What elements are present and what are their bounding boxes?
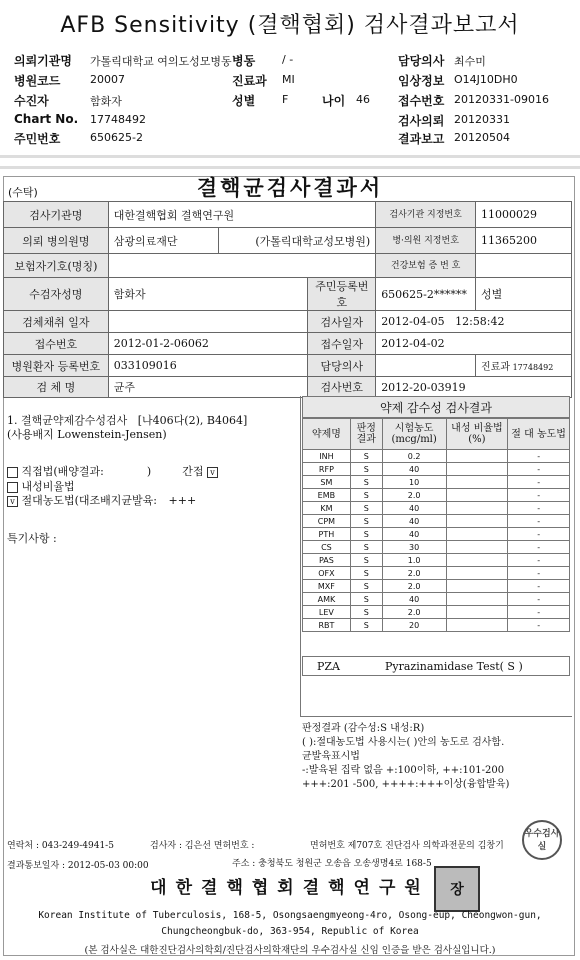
header-label: 수진자 — [14, 94, 49, 108]
ratio-checkbox[interactable] — [7, 482, 18, 493]
ratio — [446, 450, 508, 463]
info-row — [4, 278, 572, 311]
conc: 0.2 — [382, 450, 446, 463]
abs: - — [508, 463, 570, 476]
drug: LEV — [303, 606, 351, 619]
ratio — [446, 476, 508, 489]
label-cell: 보험자기호(명칭) — [4, 254, 109, 278]
abs-label: 절대농도법(대조배지균발육: — [21, 494, 158, 507]
ast-row — [303, 476, 570, 489]
medium: (사용배지 Lowenstein-Jensen) — [7, 428, 167, 441]
ast-row — [303, 450, 570, 463]
abs: - — [508, 593, 570, 606]
header-value: O14J10DH0 — [454, 73, 518, 86]
patient-value: 함화자 — [108, 278, 308, 311]
req-code: 11365200 — [476, 228, 572, 254]
pza-row — [302, 656, 570, 676]
ast-row — [303, 606, 570, 619]
ratio — [446, 554, 508, 567]
header-row — [14, 112, 574, 130]
info-row — [4, 333, 572, 355]
header-row — [14, 72, 574, 90]
test-name: 1. 결핵균약제감수성검사 — [7, 414, 128, 427]
ast-row — [303, 580, 570, 593]
header-row — [14, 92, 574, 110]
abs: - — [508, 476, 570, 489]
ast-row — [303, 619, 570, 632]
certification-stamp-icon: 우수검사실 — [522, 820, 562, 860]
test-time: 12:58:42 — [455, 315, 505, 328]
certification-note: (본 검사실은 대한진단검사의학회/진단검사의학재단의 우수검사실 신임 인증을 받은 검사실입니다.) — [84, 945, 496, 956]
info-row — [4, 254, 572, 278]
header-label: 성별 — [232, 94, 256, 108]
abs: - — [508, 502, 570, 515]
drug: RFP — [303, 463, 351, 476]
header-separator — [0, 166, 580, 169]
label-cell: 수검자성명 — [4, 278, 109, 311]
ratio — [446, 580, 508, 593]
req-value: 삼광의료재단 — [108, 228, 218, 254]
result: S — [350, 463, 382, 476]
judge-line: +++:201 -500, ++++:+++이상(융합발육) — [302, 779, 510, 790]
result: S — [350, 450, 382, 463]
direct-label: 직접법(배양결과: — [21, 465, 104, 478]
ratio — [446, 619, 508, 632]
ast-row — [303, 528, 570, 541]
ast-title: 약제 감수성 검사결과 — [302, 396, 570, 418]
conc: 40 — [382, 528, 446, 541]
label-cell: 건강보험 증 번 호 — [376, 254, 476, 278]
label-cell: 접수번호 — [4, 333, 109, 355]
result: S — [350, 606, 382, 619]
header-label: 의뢰기관명 — [14, 54, 72, 68]
header-value: 함화자 — [90, 95, 122, 108]
ratio — [446, 489, 508, 502]
specimen-value: 균주 — [108, 377, 308, 398]
ratio-label: 내성비율법 — [21, 480, 75, 493]
ast-row — [303, 502, 570, 515]
conc: 1.0 — [382, 554, 446, 567]
conc: 40 — [382, 463, 446, 476]
conc: 40 — [382, 515, 446, 528]
pza-value: Pyrazinamidase Test( S ) — [385, 660, 523, 673]
direct-close: ) — [146, 465, 152, 478]
judge-line: 균발육표시법 — [302, 751, 360, 762]
pza-divider — [300, 716, 572, 717]
info-row — [4, 311, 572, 333]
inst-code: 11000029 — [476, 202, 572, 228]
ratio — [446, 606, 508, 619]
recv-value: 2012-01-2-06062 — [108, 333, 308, 355]
abs: - — [508, 450, 570, 463]
drug: CS — [303, 541, 351, 554]
col-header: 판정 결과 — [350, 419, 382, 450]
ast-row — [303, 567, 570, 580]
label-cell: 성별 — [481, 288, 503, 301]
form-title: 결핵균검사결과서 — [196, 175, 384, 200]
result: S — [350, 554, 382, 567]
abs: - — [508, 528, 570, 541]
result: S — [350, 567, 382, 580]
ast-row — [303, 554, 570, 567]
contact: 연락처 : 043-249-4941-5 — [7, 841, 114, 851]
label-cell: 진료과 — [481, 362, 511, 373]
ast-header — [303, 419, 570, 450]
test-no: 2012-20-03919 — [376, 377, 572, 398]
ratio — [446, 541, 508, 554]
col-header: 내성 비율법(%) — [446, 419, 508, 450]
drug: CPM — [303, 515, 351, 528]
judge-line: -:발육된 집락 없음 +:100이하, ++:101-200 — [302, 765, 505, 776]
report-title: AFB Sensitivity (결핵협회) 검사결과보고서 — [60, 13, 520, 38]
pza-label: PZA — [317, 660, 340, 673]
header-value: 최수미 — [454, 55, 486, 68]
inst-value: 대한결핵협회 결핵연구원 — [108, 202, 375, 228]
recv-date: 2012-04-02 — [376, 333, 572, 355]
license: 면허번호 제707호 진단검사 의학과전문의 김창기 — [310, 841, 504, 851]
conc: 2.0 — [382, 606, 446, 619]
header-label: 임상정보 — [398, 74, 445, 88]
result: S — [350, 502, 382, 515]
drug: RBT — [303, 619, 351, 632]
drug: AMK — [303, 593, 351, 606]
drug: PTH — [303, 528, 351, 541]
judgement-notes — [302, 722, 570, 792]
abs: - — [508, 619, 570, 632]
direct-method — [7, 463, 297, 479]
label-cell: 검사번호 — [308, 377, 376, 398]
drug: OFX — [303, 567, 351, 580]
req-paren: (가톨릭대학교성모병원) — [218, 228, 376, 254]
address-en-1: Korean Institute of Tuberculosis, 168-5, Osongsaengmyeong-4ro, Osong-eup, Cheongwon-gun, — [38, 910, 542, 921]
drug: SM — [303, 476, 351, 489]
abs-method — [7, 492, 196, 508]
ratio — [446, 593, 508, 606]
header-label: 나이 — [322, 94, 346, 108]
info-row — [4, 377, 572, 398]
header-value: MI — [282, 73, 295, 86]
header-label: Chart No. — [14, 112, 79, 126]
result: S — [350, 476, 382, 489]
direct-checkbox[interactable] — [7, 467, 18, 478]
result: S — [350, 515, 382, 528]
col-header: 절 대 농도법 — [508, 419, 570, 450]
header-value: 20007 — [90, 73, 125, 86]
conc: 20 — [382, 619, 446, 632]
address-en-2: Chungcheongbuk-do, 363-954, Republic of Korea — [161, 926, 419, 937]
ast-row — [303, 489, 570, 502]
report-date: 결과통보일자 : 2012-05-03 00:00 — [7, 861, 149, 871]
header-label: 진료과 — [232, 74, 267, 88]
header-value: 가톨릭대학교 여의도성모병동 — [90, 55, 232, 68]
seal-char: 장 — [450, 882, 464, 898]
header-value: F — [282, 93, 289, 106]
dept-value: 17748492 — [512, 363, 554, 372]
ast-row — [303, 463, 570, 476]
abs: - — [508, 567, 570, 580]
abs-checkbox[interactable]: v — [7, 496, 18, 507]
result: S — [350, 619, 382, 632]
result: S — [350, 541, 382, 554]
header-separator — [0, 155, 580, 158]
header-label: 결과보고 — [398, 132, 445, 146]
conc: 2.0 — [382, 489, 446, 502]
abs: - — [508, 580, 570, 593]
header-label: 주민번호 — [14, 132, 61, 146]
ratio — [446, 528, 508, 541]
indirect-checkbox[interactable]: v — [207, 467, 218, 478]
conc: 40 — [382, 502, 446, 515]
header-value: / - — [282, 53, 294, 66]
form-tag: (수탁) — [8, 186, 38, 199]
hosp-no: 033109016 — [108, 355, 308, 377]
judge-line: ( ):절대농도법 사용시는( )안의 농도로 검사함. — [302, 737, 505, 748]
label-cell: 주민등록번호 — [308, 278, 376, 311]
drug: KM — [303, 502, 351, 515]
header-label: 병원코드 — [14, 74, 61, 88]
result: S — [350, 489, 382, 502]
result: S — [350, 528, 382, 541]
conc: 40 — [382, 593, 446, 606]
header-label: 접수번호 — [398, 94, 445, 108]
judge-line: 판정결과 (감수성:S 내성:R) — [302, 723, 425, 734]
drug: PAS — [303, 554, 351, 567]
header-value: 46 — [356, 93, 370, 106]
info-table — [3, 201, 572, 398]
ast-table — [302, 418, 570, 632]
label-cell: 검사기관 지정번호 — [376, 202, 476, 228]
address-kr: 주소 : 충청북도 청원군 오송읍 오송생명4로 168-5 — [232, 859, 432, 869]
abs: - — [508, 515, 570, 528]
conc: 2.0 — [382, 567, 446, 580]
ast-row — [303, 515, 570, 528]
label-cell: 병원환자 등록번호 — [4, 355, 109, 377]
org-name: 대한결핵협회결핵연구원 — [150, 878, 430, 898]
header-value: 20120331 — [454, 113, 510, 126]
ratio — [446, 515, 508, 528]
rrn-value: 650625-2****** — [376, 278, 476, 311]
label-cell: 의뢰 병의원명 — [4, 228, 109, 254]
info-row — [4, 202, 572, 228]
label-cell: 검사일자 — [308, 311, 376, 333]
test-date: 2012-04-05 — [381, 315, 445, 328]
abs: - — [508, 606, 570, 619]
header-label: 병동 — [232, 54, 256, 68]
header-value: 650625-2 — [90, 131, 143, 144]
label-cell: 검 체 명 — [4, 377, 109, 398]
drug: EMB — [303, 489, 351, 502]
header-value: 17748492 — [90, 113, 146, 126]
test-code: [나406다(2), B4064] — [137, 414, 248, 427]
abs-growth: +++ — [168, 494, 197, 507]
conc: 30 — [382, 541, 446, 554]
result: S — [350, 593, 382, 606]
ast-row — [303, 541, 570, 554]
drug: MXF — [303, 580, 351, 593]
header-label: 담당의사 — [398, 54, 445, 68]
indirect-label: 간접 — [182, 465, 204, 478]
conc: 2.0 — [382, 580, 446, 593]
ast-row — [303, 593, 570, 606]
header-row — [14, 130, 574, 148]
ins-value — [108, 254, 375, 278]
col-header: 시험농도 (mcg/ml) — [382, 419, 446, 450]
label-cell: 병·의원 지정번호 — [376, 228, 476, 254]
ratio — [446, 567, 508, 580]
official-seal-icon — [434, 866, 480, 912]
collect-value — [108, 311, 308, 333]
left-divider — [300, 396, 301, 716]
header-value: 20120331-09016 — [454, 93, 549, 106]
info-row — [4, 228, 572, 254]
remarks: 특기사항 : — [7, 532, 57, 545]
ins-no — [476, 254, 572, 278]
ratio — [446, 502, 508, 515]
label-cell: 검사기관명 — [4, 202, 109, 228]
drug: INH — [303, 450, 351, 463]
header-row — [14, 52, 574, 70]
abs: - — [508, 541, 570, 554]
result: S — [350, 580, 382, 593]
inspector: 검사자 : 김은선 면허번호 : — [150, 841, 255, 851]
abs: - — [508, 554, 570, 567]
label-cell: 담당의사 — [308, 355, 376, 377]
info-row — [4, 355, 572, 377]
header-value: 20120504 — [454, 131, 510, 144]
col-header: 약제명 — [303, 419, 351, 450]
conc: 10 — [382, 476, 446, 489]
label-cell: 접수일자 — [308, 333, 376, 355]
ratio — [446, 463, 508, 476]
header-label: 검사의뢰 — [398, 114, 445, 128]
label-cell: 검체채취 일자 — [4, 311, 109, 333]
abs: - — [508, 489, 570, 502]
